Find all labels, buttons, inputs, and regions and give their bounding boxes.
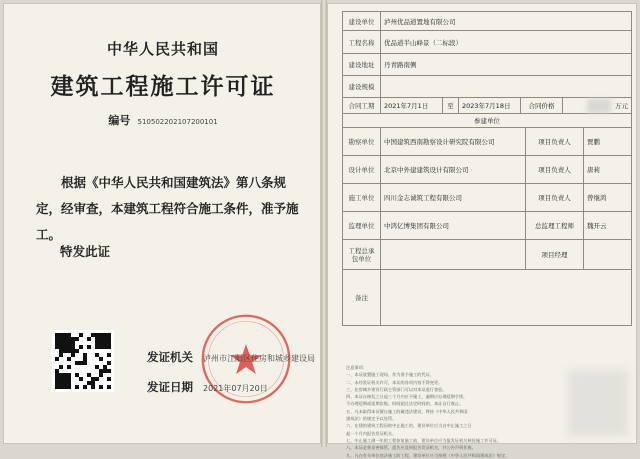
build-lead-label: 项目负责人: [526, 184, 584, 211]
note-line: 一、本证放置施工现场，作为准予施工的凭证。: [346, 372, 434, 378]
contract-to: 至: [443, 98, 459, 113]
note-line: 二、未经发证机关许可，本证的各项内容不得变更。: [346, 379, 443, 385]
issue-date-row: [147, 379, 268, 395]
gc-unit-value: [381, 240, 526, 269]
table-row: [343, 12, 632, 31]
build-unit-label: 施工单位: [343, 184, 381, 211]
participants-header: 参建单位: [343, 114, 632, 127]
table-row: [343, 270, 632, 326]
table-row: [343, 184, 632, 212]
build-unit-value: 四川金志诚筑工程有限公司: [381, 184, 526, 211]
supervise-lead-value: 魏开云: [584, 212, 632, 239]
note-line: 九、凡在有关单位违法施工的工程，建设单位应当按照《中华人民共和国建筑法》规定。: [346, 452, 510, 458]
supervise-lead-label: 总监理工程师: [526, 212, 584, 239]
note-line: 三、住房城乡建设行政主管部门可以对本证进行查验。: [346, 386, 447, 392]
certificate-title: 建筑工程施工许可证: [50, 73, 276, 100]
certificate-number: [4, 112, 322, 128]
scale-value: [381, 76, 632, 97]
table-row: [343, 128, 632, 156]
note-line: 八、本证必须妥善保管，遗失应及时报告发证机关，并公告声明作废。: [346, 445, 476, 451]
gc-unit-label: 工程总承包单位: [343, 240, 381, 269]
project-name-value: 优品道半山峰景（二标段）: [381, 31, 632, 53]
redacted-price: [587, 99, 611, 113]
address-label: 建设地址: [343, 54, 381, 75]
contract-start: 2021年7月1日: [381, 98, 443, 113]
country-name: 中华人民共和国: [106, 40, 219, 58]
table-row: [343, 31, 632, 54]
issuer-value: 泸州市江阳区住房和城乡建设局: [203, 354, 316, 363]
contract-end: 2023年7月18日: [459, 98, 521, 113]
gc-lead-value: [584, 240, 632, 269]
issue-date-label: 发证日期: [147, 380, 193, 394]
survey-unit-label: 勘察单位: [343, 128, 381, 155]
note-line: 四、本证自核发之日起三个月内应予施工，逾期应办理延期手续，: [346, 394, 468, 400]
contract-price-value: [563, 98, 632, 113]
qr-code-icon: [52, 330, 114, 392]
design-unit-label: 设计单位: [343, 156, 381, 183]
design-lead-label: 项目负责人: [526, 156, 584, 183]
redacted-area: [568, 370, 628, 436]
note-line: 起一个月内报告发证机关。: [346, 430, 397, 436]
survey-lead-label: 项目负责人: [526, 128, 584, 155]
note-line: 建筑法》的规定予以处罚。: [346, 416, 397, 422]
issuer-row: [147, 349, 315, 365]
certificate-body: 根据《中华人民共和国建筑法》第八条规定，经审查，本建筑工程符合施工条件，准予施工。: [36, 175, 299, 242]
note-line: 六、在建的建筑工程因故中止施工的，建设单位应当自中止施工之日: [346, 423, 472, 429]
address-value: 丹青路南侧: [381, 54, 632, 75]
table-row: [343, 98, 632, 114]
design-unit-value: 北京中外建建筑设计有限公司: [381, 156, 526, 183]
table-row: [343, 240, 632, 270]
gc-lead-label: 项目经理: [526, 240, 584, 269]
survey-unit-value: 中国建筑西南勘察设计研究院有限公司: [381, 128, 526, 155]
remarks-label: 备注: [343, 270, 381, 325]
number-label: 编号: [108, 114, 131, 127]
construction-unit-label: 建设单位: [343, 12, 381, 30]
table-row: [343, 156, 632, 184]
supervise-unit-label: 监理单位: [343, 212, 381, 239]
note-line: 七、中止施工满一年的工程恢复施工前，建设单位应当报发证机关核验施工许可证。: [346, 437, 501, 443]
survey-lead-value: 贾鹏: [584, 128, 632, 155]
construction-unit-value: 泸州优品道置地有限公司: [381, 12, 632, 30]
number-value: 510502202107200101: [137, 118, 218, 126]
scale-label: 建设规模: [343, 76, 381, 97]
contract-period-label: 合同工期: [343, 98, 381, 113]
note-line: 不办理延期或延期次数、时间超过法定时间的，本证自行废止。: [346, 401, 464, 407]
build-lead-value: 曾继鸿: [584, 184, 632, 211]
supervise-unit-value: 中鸿亿博集团有限公司: [381, 212, 526, 239]
note-line: 五、凡未取得本证擅自施工的属违法建设，将按《中华人民共和国: [346, 408, 468, 414]
design-lead-value: 唐莉: [584, 156, 632, 183]
certificate-back-page: [327, 3, 637, 458]
project-name-label: 工程名称: [343, 31, 381, 53]
contract-price-label: 合同价格: [521, 98, 563, 113]
price-unit: 万元: [615, 102, 628, 110]
certificate-front-page: [3, 3, 321, 444]
special-issue-text: 特发此证: [60, 244, 111, 259]
table-row: [343, 54, 632, 76]
remarks-value: [381, 270, 632, 325]
issuer-label: 发证机关: [147, 350, 193, 364]
project-info-table: [342, 11, 632, 326]
table-row: [343, 114, 632, 128]
table-row: [343, 212, 632, 240]
table-row: [343, 76, 632, 98]
issue-date-value: 2021年07月20日: [203, 384, 268, 393]
note-line: 注意事项：: [346, 365, 367, 370]
